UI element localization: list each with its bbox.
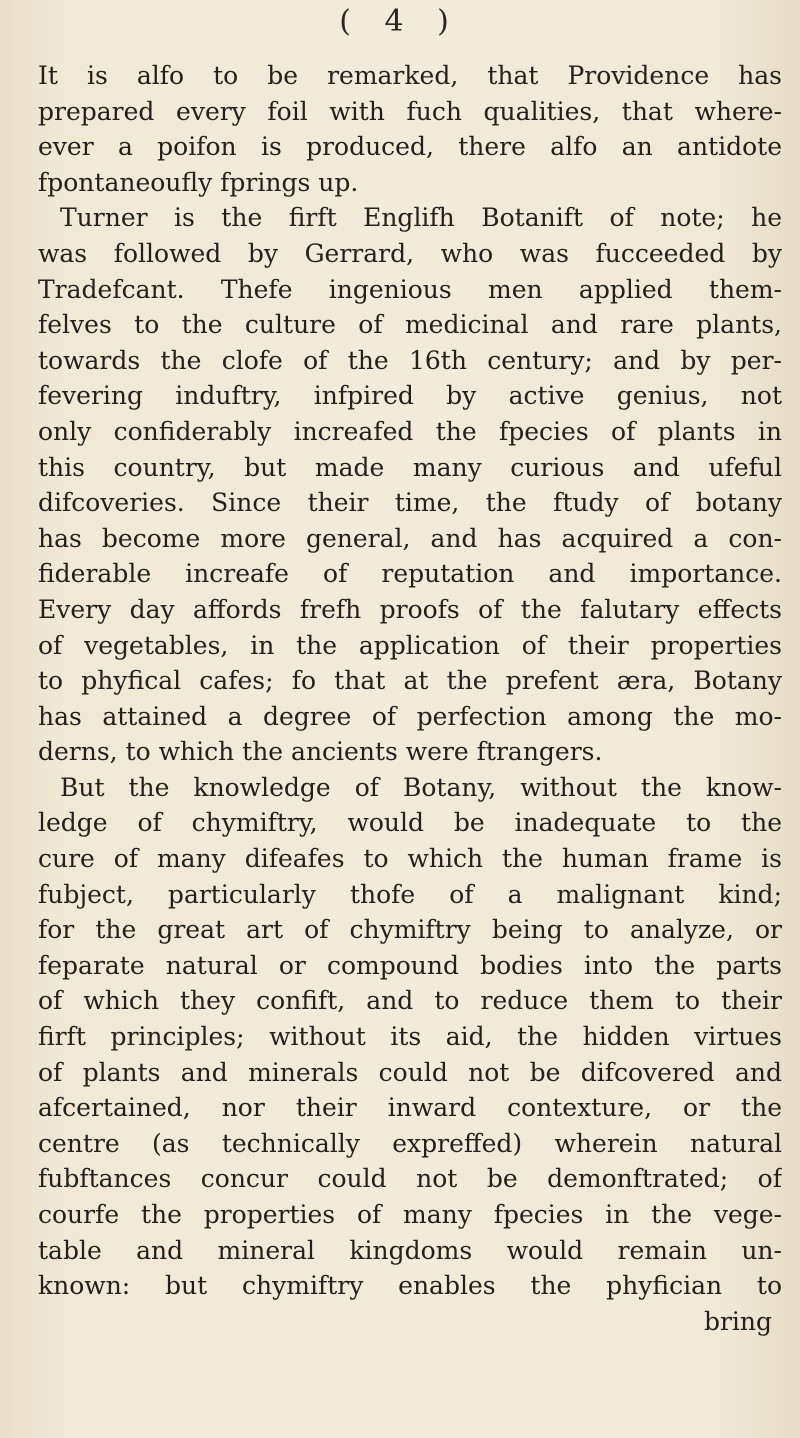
text-line: was followed by Gerrard, who was fucceeded by [38, 238, 782, 268]
text-line: has attained a degree of perfection among the mo- [38, 701, 782, 731]
body-text [38, 58, 782, 1339]
text-line: derns, to which the ancients were ftrangers. [38, 737, 603, 767]
text-line: fpontaneoufly fprings up. [38, 167, 359, 197]
text-line: towards the clofe of the 16th century; and by per- [38, 345, 782, 375]
text-line: Tradefcant. Thefe ingenious men applied them- [38, 274, 782, 304]
text-line: felves to the culture of medicinal and rare plants, [38, 310, 782, 340]
text-line: It is alfo to be remarked, that Providence has [38, 61, 782, 90]
text-line: prepared every foil with fuch qualities, that where- [38, 96, 782, 126]
text-line: fubject, particularly thofe of a malignant kind; [38, 879, 782, 909]
text-line: cure of many difeafes to which the human frame is [38, 844, 782, 874]
text-line: only confiderably increafed the fpecies of plants in [38, 416, 782, 446]
text-line: Turner is the firft Englifh Botanift of note; he [60, 203, 782, 233]
text-line: But the knowledge of Botany, without the know- [60, 772, 782, 802]
text-line: ledge of chymiftry, would be inadequate to the [38, 808, 782, 838]
text-line: difcoveries. Since their time, the ftudy of botany [38, 488, 782, 518]
text-line: feparate natural or compound bodies into the parts [38, 950, 782, 980]
page-number: ( 4 ) [339, 4, 461, 39]
text-line: firft principles; without its aid, the hidden virtues [38, 1022, 782, 1052]
text-line: this country, but made many curious and ufeful [38, 452, 782, 482]
text-line: of vegetables, in the application of their properties [38, 630, 782, 660]
text-line: courfe the properties of many fpecies in the vege- [38, 1200, 782, 1229]
catchword: bring [703, 1306, 772, 1336]
text-line: fevering induftry, infpired by active genius, not [38, 381, 782, 411]
text-line: afcertained, nor their inward contexture, or the [38, 1093, 782, 1123]
text-line: of which they confift, and to reduce them to their [38, 986, 782, 1016]
text-line: centre (as technically expreffed) wherein natural [38, 1128, 782, 1158]
text-line: fubftances concur could not be demonftrated; of [38, 1164, 782, 1194]
text-line: has become more general, and has acquired a con- [38, 523, 782, 553]
text-line: for the great art of chymiftry being to analyze, or [38, 915, 782, 945]
text-line: ever a poifon is produced, there alfo an antidote [38, 132, 782, 162]
text-line: Every day affords frefh proofs of the falutary effects [38, 594, 782, 624]
text-line: to phyfical cafes; fo that at the prefent æra, Botany [38, 666, 782, 696]
text-line: of plants and minerals could not be difcovered and [38, 1057, 782, 1087]
text-line: fiderable increafe of reputation and importance. [38, 559, 782, 589]
text-line: known: but chymiftry enables the phyfician to [38, 1271, 782, 1301]
text-line: table and mineral kingdoms would remain un- [38, 1235, 782, 1265]
